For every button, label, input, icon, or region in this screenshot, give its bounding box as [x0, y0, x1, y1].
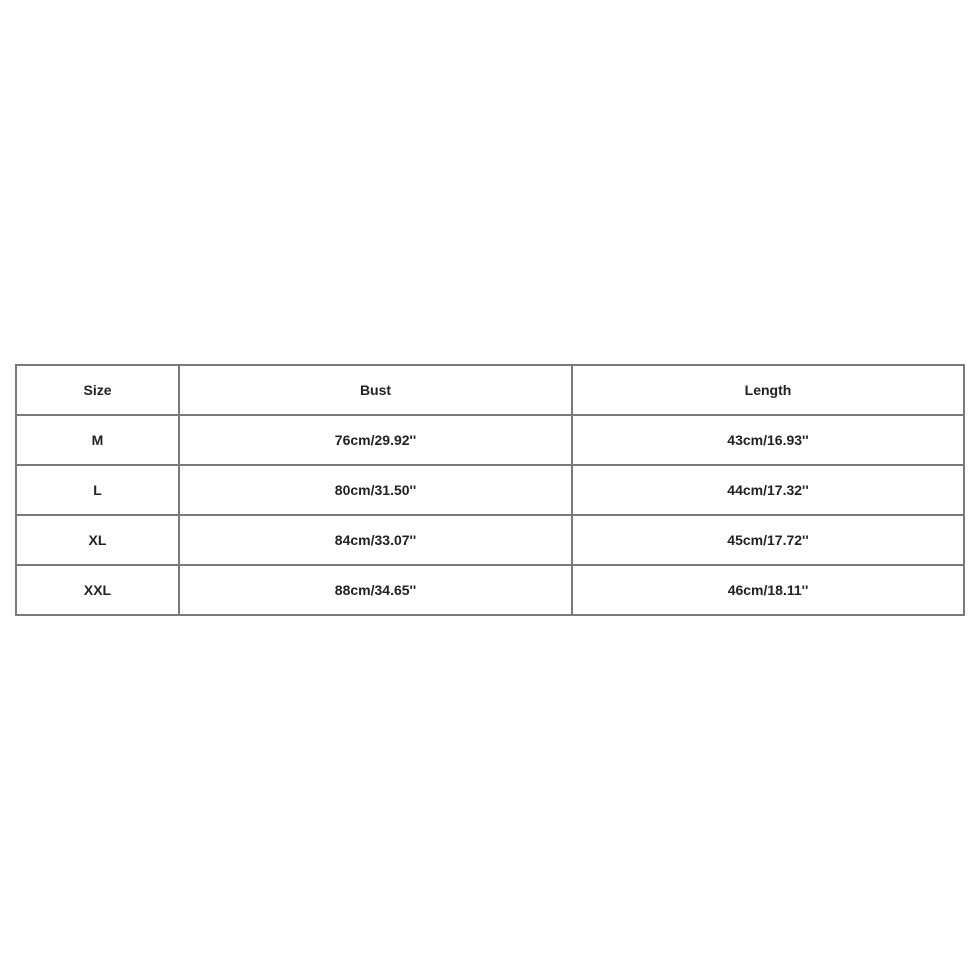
- header-size: Size: [16, 365, 179, 415]
- header-length: Length: [572, 365, 964, 415]
- size-cell: XXL: [16, 565, 179, 615]
- length-cell: 46cm/18.11'': [572, 565, 964, 615]
- size-cell: XL: [16, 515, 179, 565]
- bust-cell: 76cm/29.92'': [179, 415, 572, 465]
- length-cell: 45cm/17.72'': [572, 515, 964, 565]
- bust-cell: 88cm/34.65'': [179, 565, 572, 615]
- size-cell: L: [16, 465, 179, 515]
- table-header-row: [16, 365, 964, 415]
- bust-cell: 80cm/31.50'': [179, 465, 572, 515]
- length-cell: 43cm/16.93'': [572, 415, 964, 465]
- header-bust: Bust: [179, 365, 572, 415]
- table-row: [16, 465, 964, 515]
- table-row: [16, 565, 964, 615]
- table-row: [16, 515, 964, 565]
- size-cell: M: [16, 415, 179, 465]
- bust-cell: 84cm/33.07'': [179, 515, 572, 565]
- table-row: [16, 415, 964, 465]
- size-chart-table: [15, 364, 965, 616]
- length-cell: 44cm/17.32'': [572, 465, 964, 515]
